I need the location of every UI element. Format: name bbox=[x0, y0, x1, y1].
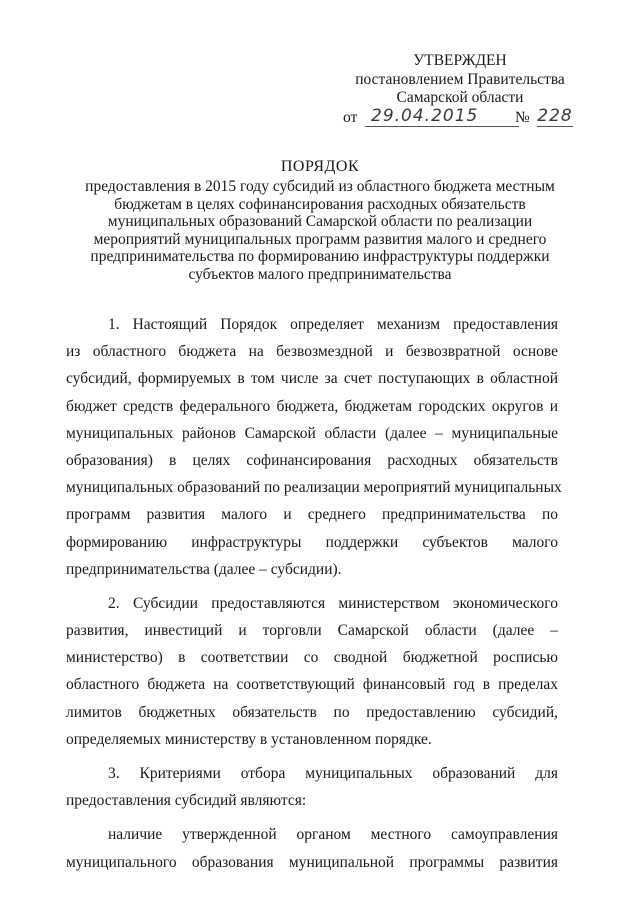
subtitle-line: предпринимательства по формированию инфраструктуры поддержки bbox=[90, 248, 550, 265]
text-line: из областного бюджета на безвозмездной и безвозвратной основе bbox=[66, 343, 558, 361]
document-body bbox=[66, 311, 562, 876]
text-line: 3. Критериями отбора муниципальных образований для bbox=[108, 765, 558, 782]
text-line: областного бюджета на соответствующий финансовый год в пределах bbox=[66, 676, 558, 694]
text-line: формированию инфраструктуры поддержки субъектов малого bbox=[66, 533, 558, 551]
approval-line: Самарской области bbox=[396, 89, 524, 106]
text-line: муниципальных районов Самарской области (далее – муниципальные bbox=[66, 424, 558, 442]
text-line: определяемых министерству в установленном порядке. bbox=[66, 730, 432, 748]
handwritten-number: 228 bbox=[537, 106, 573, 126]
approval-line: постановлением Правительства bbox=[355, 70, 565, 88]
text-line: наличие утвержденной органом местного самоуправления bbox=[108, 826, 558, 844]
text-line: предпринимательства (далее – субсидии). bbox=[66, 560, 342, 578]
text-line: развития, инвестиций и торговли Самарской области (далее – bbox=[66, 622, 558, 640]
paragraph-1 bbox=[66, 311, 562, 583]
text-line: 2. Субсидии предоставляются министерством экономического bbox=[108, 594, 558, 612]
document-title: ПОРЯДОК bbox=[280, 158, 360, 175]
paragraph-3 bbox=[66, 760, 558, 814]
text-line: программ развития малого и среднего предпринимательства по bbox=[66, 506, 558, 524]
text-line: 1. Настоящий Порядок определяет механизм предоставления bbox=[108, 316, 558, 333]
text-line: лимитов бюджетных обязательств по предоставлению субсидий, bbox=[66, 703, 558, 721]
paragraph-2 bbox=[66, 590, 558, 753]
subtitle-line: субъектов малого предпринимательства bbox=[188, 265, 452, 283]
text-line: образования) в целях софинансирования расходных обязательств bbox=[66, 451, 558, 469]
text-line: субсидий, формируемых в том числе за счет поступающих в областной bbox=[66, 370, 558, 388]
subtitle-line: мероприятий муниципальных программ развития малого и среднего bbox=[93, 230, 547, 248]
text-line: бюджет средств федерального бюджета, бюджетам городских округов и bbox=[66, 397, 558, 415]
approval-stamp bbox=[330, 52, 590, 108]
approval-date-number bbox=[343, 106, 593, 128]
subtitle-line: предоставления в 2015 году субсидий из областного бюджета местным bbox=[85, 178, 555, 195]
text-line: муниципальных образований по реализации мероприятий муниципальных bbox=[66, 479, 562, 497]
document-subtitle bbox=[70, 178, 570, 283]
date-prefix: от bbox=[343, 109, 358, 126]
number-sign: № bbox=[515, 109, 530, 126]
text-line: предоставления субсидий являются: bbox=[66, 792, 307, 810]
text-line: муниципального образования муниципальной программы развития bbox=[66, 853, 558, 871]
subtitle-line: бюджетам в целях софинансирования расходных обязательств bbox=[114, 195, 526, 213]
approval-heading: УТВЕРЖДЕН bbox=[413, 52, 507, 69]
text-line: министерство) в соответствии со сводной бюджетной росписью bbox=[66, 649, 558, 667]
subtitle-line: муниципальных образований Самарской области по реализации bbox=[107, 213, 533, 230]
paragraph-4 bbox=[66, 821, 558, 875]
handwritten-date: 29.04.2015 bbox=[365, 106, 519, 127]
